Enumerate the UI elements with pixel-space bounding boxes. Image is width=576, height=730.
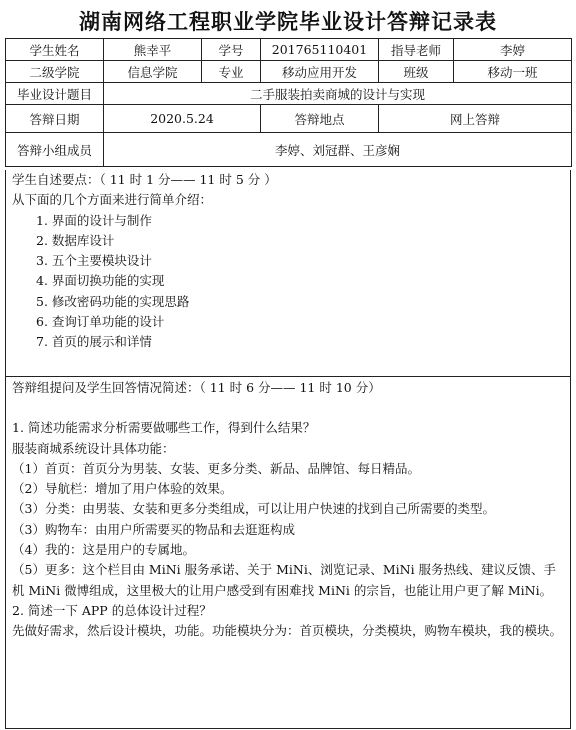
info-table xyxy=(5,38,572,167)
student-name-value: 熊幸平 xyxy=(104,39,202,61)
answer-2: 先做好需求，然后设计模块，功能。功能模块分为：首页模块，分类模块，购物车模块，我的模块。 xyxy=(12,623,563,639)
list-item: 6. 查询订单功能的设计 xyxy=(36,314,165,330)
info-row-topic xyxy=(6,83,572,105)
info-row-college xyxy=(6,61,572,83)
date-label: 答辩日期 xyxy=(6,105,104,133)
major-label: 专业 xyxy=(202,61,261,83)
info-row-date xyxy=(6,105,572,133)
question-2: 2. 简述一下 APP 的总体设计过程？ xyxy=(12,602,212,618)
major-value: 移动应用开发 xyxy=(261,61,379,83)
self-report-intro: 从下面的几个方面来进行简单介绍： xyxy=(12,192,213,208)
document-title: 湖南网络工程职业学院毕业设计答辩记录表 xyxy=(79,9,497,34)
student-id-value: 201765110401 xyxy=(261,39,379,61)
question-1: 1. 简述功能需求分析需要做哪些工作，得到什么结果？ xyxy=(12,420,316,436)
answer-item: （1）首页：首页分为男装、女装、更多分类、新品、品牌馆、每日精品。 xyxy=(12,460,420,476)
list-item: 1. 界面的设计与制作 xyxy=(36,212,152,228)
qa-section xyxy=(5,376,571,729)
answer-item: （3）购物车：由用户所需要买的物品和去逛逛构成 xyxy=(12,521,295,537)
place-label: 答辩地点 xyxy=(261,105,379,133)
answer-item: （4）我的：这是用户的专属地。 xyxy=(12,542,195,558)
advisor-label: 指导老师 xyxy=(379,39,454,61)
self-report-heading: 学生自述要点：（ 11 时 1 分—— 11 时 5 分 ） xyxy=(12,172,277,187)
panel-label: 答辩小组成员 xyxy=(6,133,104,167)
date-value: 2020.5.24 xyxy=(104,105,261,133)
panel-value: 李婷、刘冠群、王彦娴 xyxy=(104,133,572,167)
answer-item: （5）更多：这个栏目由 MiNi 服务承诺、关于 MiNi、浏览记录、MiNi 服务热线、建议反馈、手机 MiNi 微博组成，这里极大的让用户感受到有困难找 MiNi 的宗旨，也能让用户更了解 MiNi。 xyxy=(12,562,557,598)
class-value: 移动一班 xyxy=(454,61,572,83)
college-value: 信息学院 xyxy=(104,61,202,83)
list-item: 7. 首页的展示和详情 xyxy=(36,334,152,350)
topic-value: 二手服装拍卖商城的设计与实现 xyxy=(104,83,572,105)
list-item: 4. 界面切换功能的实现 xyxy=(36,273,165,289)
qa-heading: 答辩组提问及学生回答情况简述：（ 11 时 6 分—— 11 时 10 分） xyxy=(12,380,381,395)
list-item: 2. 数据库设计 xyxy=(36,232,115,248)
info-row-panel xyxy=(6,133,572,167)
student-name-label: 学生姓名 xyxy=(6,39,104,61)
list-item: 5. 修改密码功能的实现思路 xyxy=(36,293,190,309)
self-report-section xyxy=(5,170,571,377)
student-id-label: 学号 xyxy=(202,39,261,61)
answer-item: （2）导航栏：增加了用户体验的效果。 xyxy=(12,481,233,497)
info-row-student xyxy=(6,39,572,61)
class-label: 班级 xyxy=(379,61,454,83)
answer-1-intro: 服装商城系统设计具体功能： xyxy=(12,440,175,456)
list-item: 3. 五个主要模块设计 xyxy=(36,253,152,269)
answer-item: （3）分类：由男装、女装和更多分类组成，可以让用户快速的找到自己所需要的类型。 xyxy=(12,501,495,517)
advisor-value: 李婷 xyxy=(454,39,572,61)
topic-label: 毕业设计题目 xyxy=(6,83,104,105)
place-value: 网上答辩 xyxy=(379,105,572,133)
college-label: 二级学院 xyxy=(6,61,104,83)
